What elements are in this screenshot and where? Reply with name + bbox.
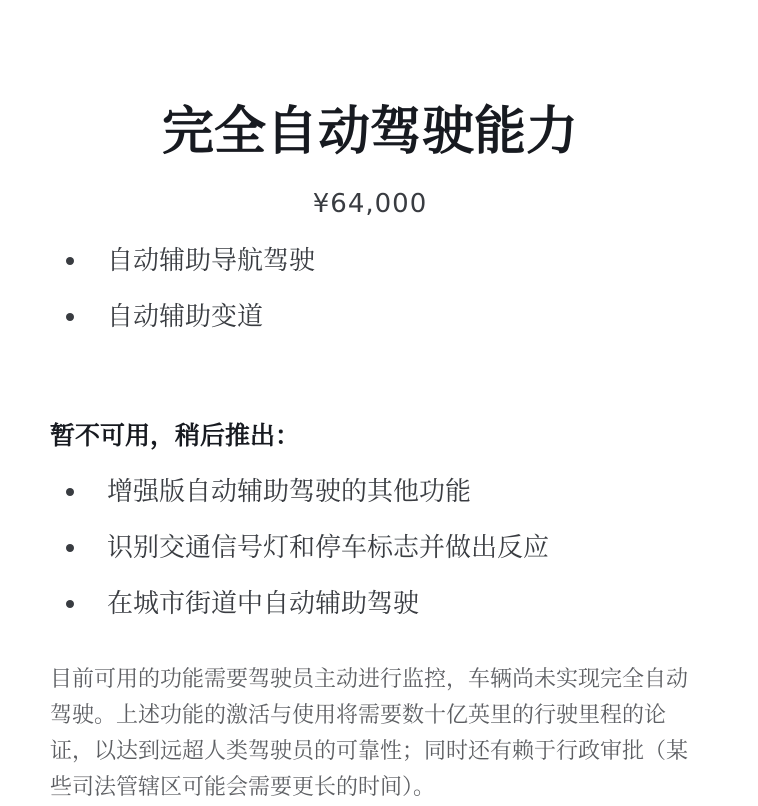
page-title: 完全自动驾驶能力 [161, 102, 578, 162]
price-label: ¥64,000 [312, 189, 428, 219]
list-item-label: 识别交通信号灯和停车标志并做出反应 [107, 533, 550, 563]
available-features-list [0, 233, 720, 345]
list-item-label: 自动辅助导航驾驶 [107, 246, 316, 276]
bullet-icon [66, 313, 74, 321]
upcoming-features-list [0, 464, 720, 632]
list-item-label: 自动辅助变道 [107, 302, 264, 332]
disclaimer-text: 目前可用的功能需要驾驶员主动进行监控，车辆尚未实现完全自动驾驶。上述功能的激活与使用将需要数十亿英里的行驶里程的论证，以达到远超人类驾驶员的可靠性；同时还有赖于行政审批（某些司法管辖区可能会需要更长的时间）。 [50, 667, 689, 800]
list-item [0, 464, 720, 520]
list-item-label: 在城市街道中自动辅助驾驶 [107, 589, 420, 619]
list-item [0, 520, 720, 576]
bullet-icon [66, 544, 74, 552]
list-item [0, 576, 720, 632]
list-item-label: 增强版自动辅助驾驶的其他功能 [107, 477, 472, 507]
bullet-icon [66, 257, 74, 265]
bullet-icon [66, 488, 74, 496]
list-item [0, 289, 720, 345]
list-item [0, 233, 720, 289]
upcoming-heading: 暂不可用，稍后推出： [50, 421, 301, 450]
bullet-icon [66, 600, 74, 608]
